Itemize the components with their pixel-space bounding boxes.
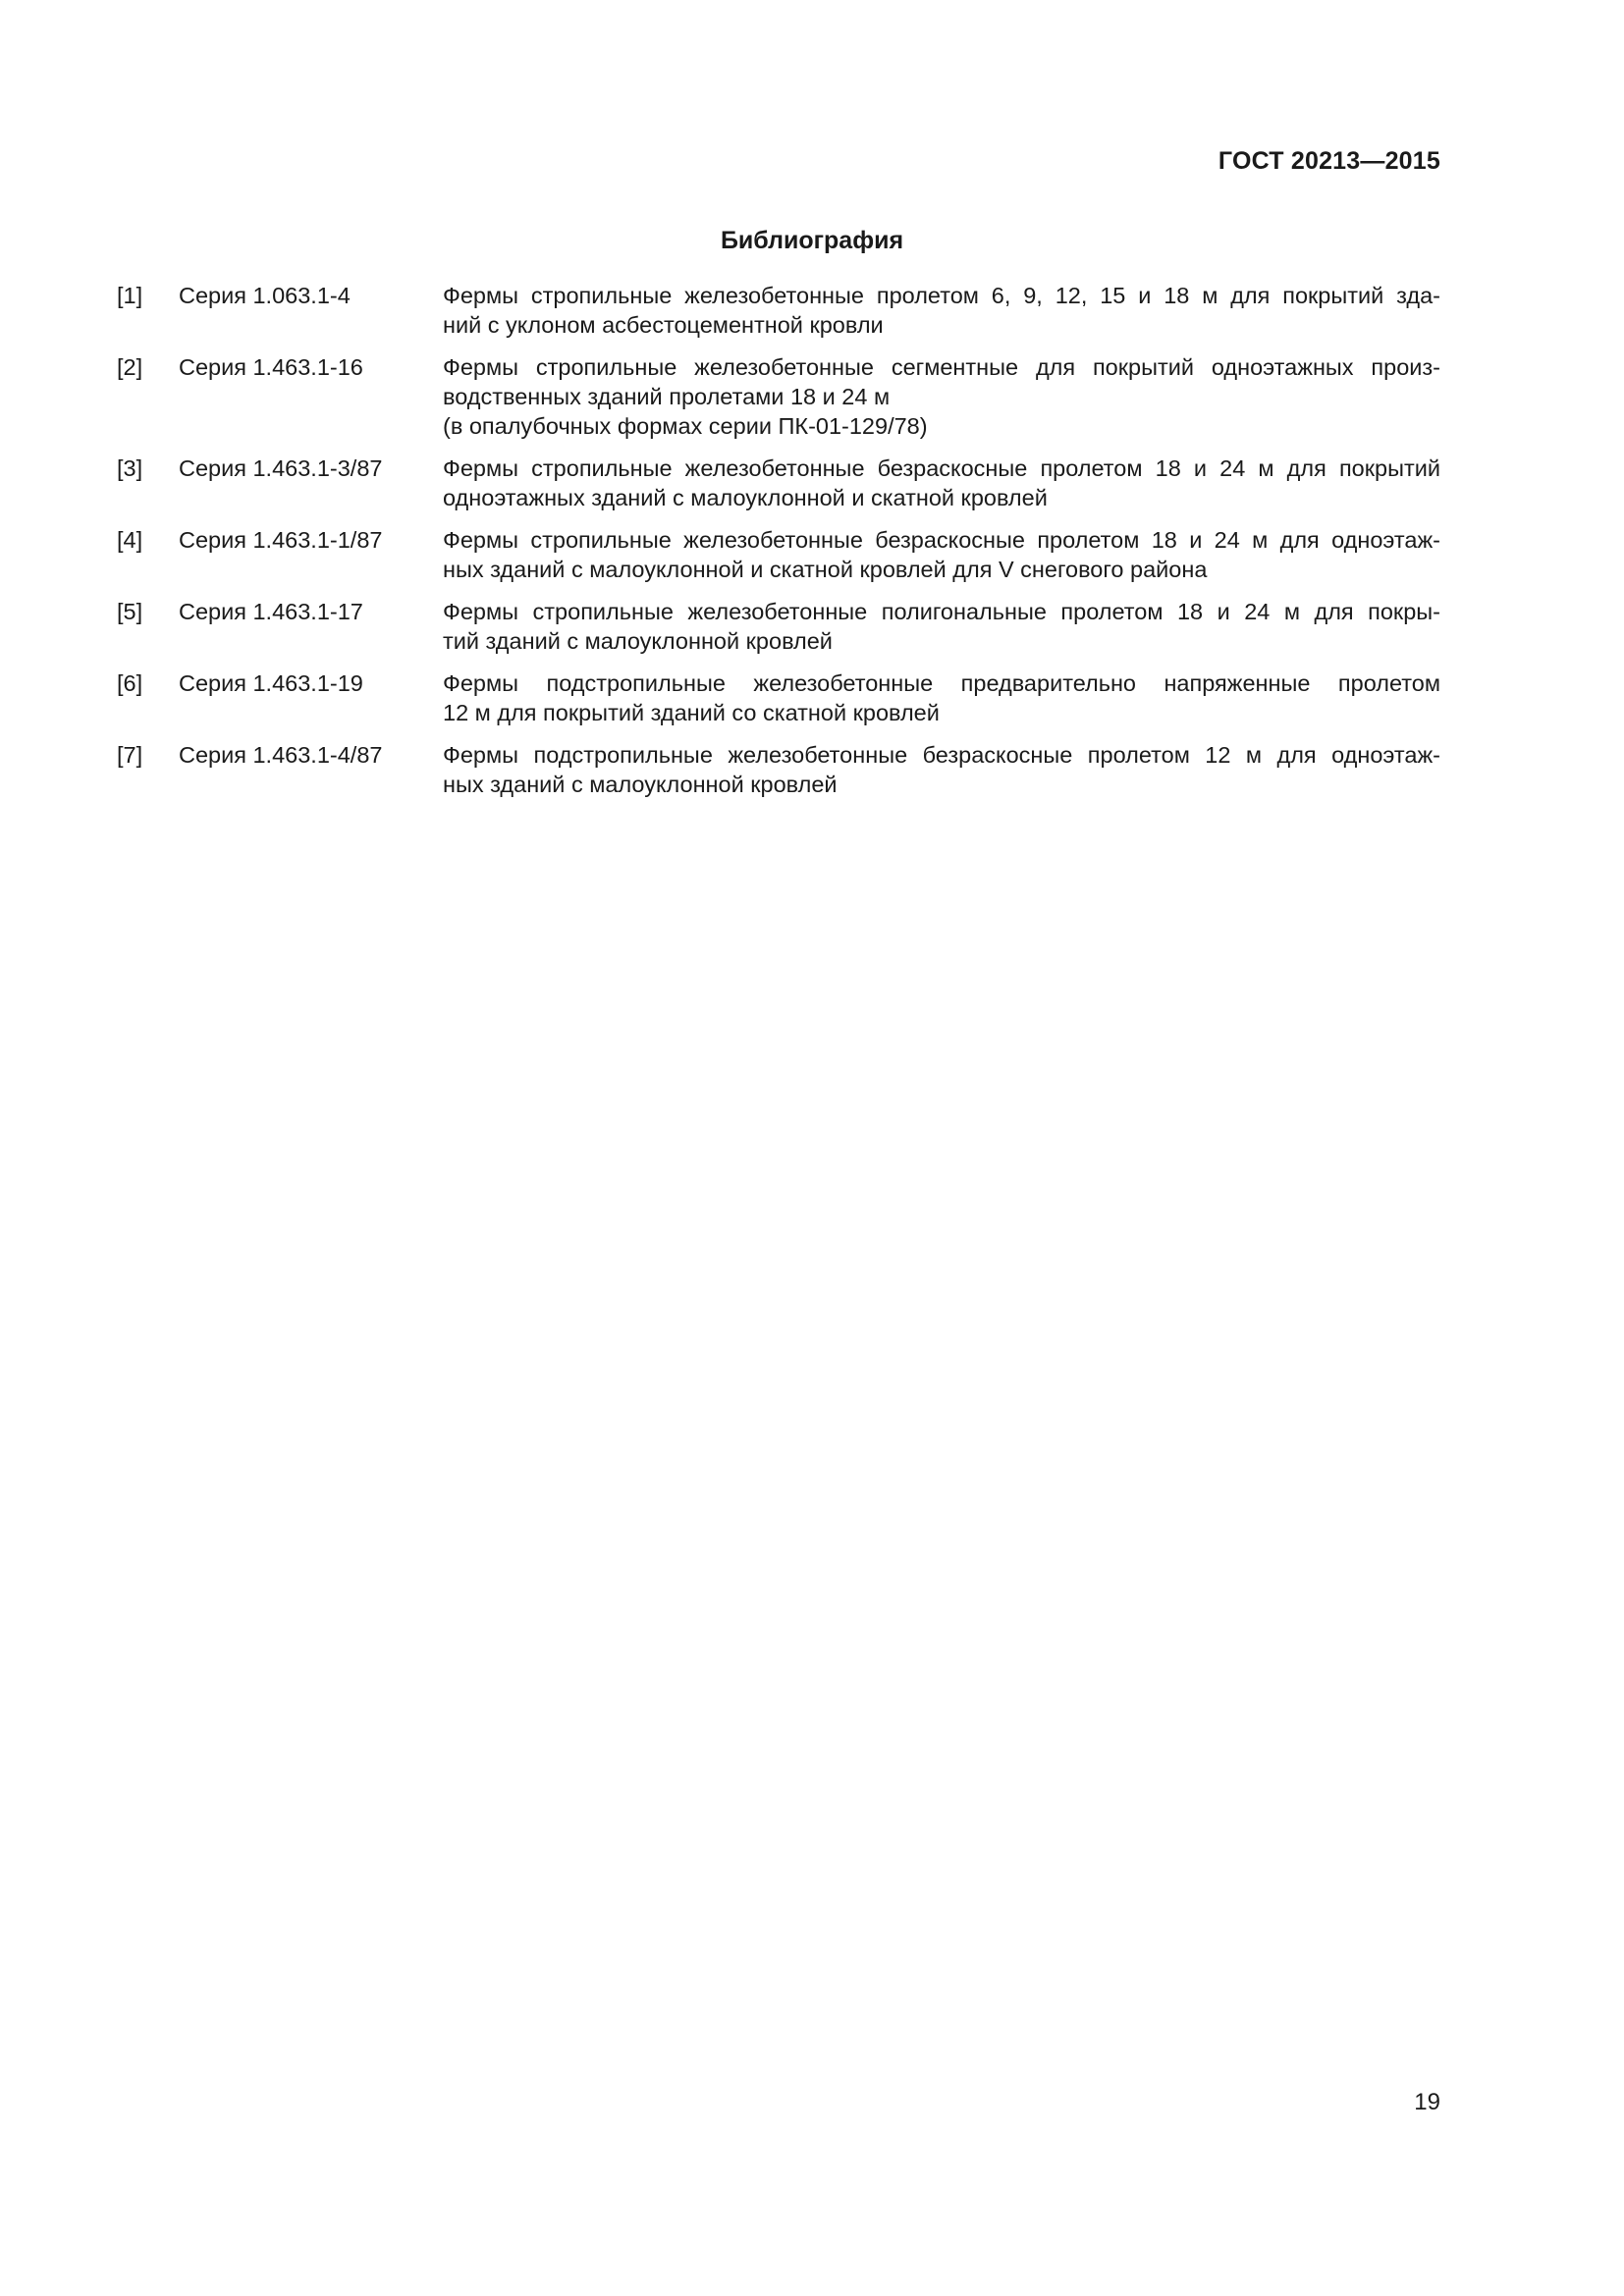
- entry-number: [7]: [117, 742, 143, 768]
- bibliography-entry: [117, 454, 1440, 512]
- entry-title: [443, 668, 1440, 727]
- entry-series: Серия 1.063.1-4: [179, 283, 351, 308]
- entry-title-line: ний с уклоном асбестоцементной кровли: [443, 312, 884, 338]
- entry-number: [6]: [117, 670, 143, 696]
- entry-title-line: одноэтажных зданий с малоуклонной и скатной кровлей: [443, 485, 1048, 510]
- entry-title-line: (в опалубочных формах серии ПК-01-129/78): [443, 413, 928, 439]
- entry-title: [443, 281, 1440, 340]
- entry-number: [3]: [117, 455, 143, 481]
- bibliography-entry: [117, 597, 1440, 656]
- entry-number: [5]: [117, 599, 143, 624]
- entry-title-line: Фермы подстропильные железобетонные предварительно напряженные пролетом: [443, 670, 1440, 696]
- bibliography-entry: [117, 740, 1440, 799]
- entry-series: Серия 1.463.1-19: [179, 670, 363, 696]
- entry-series: Серия 1.463.1-3/87: [179, 455, 383, 481]
- entry-title-line: тий зданий с малоуклонной кровлей: [443, 628, 833, 654]
- entry-number: [2]: [117, 354, 143, 380]
- entry-title: [443, 454, 1440, 512]
- entry-number: [4]: [117, 527, 143, 553]
- page-number: 19: [1414, 2089, 1440, 2115]
- entry-series: Серия 1.463.1-16: [179, 354, 363, 380]
- bibliography-entry: [117, 525, 1440, 584]
- entry-series: Серия 1.463.1-1/87: [179, 527, 383, 553]
- bibliography-entry: [117, 281, 1440, 340]
- entry-title-line: ных зданий с малоуклонной кровлей: [443, 772, 838, 797]
- document-code: ГОСТ 20213—2015: [1218, 147, 1440, 175]
- entry-series: Серия 1.463.1-17: [179, 599, 363, 624]
- entry-title-line: Фермы подстропильные железобетонные безраскосные пролетом 12 м для одноэтаж-: [443, 742, 1440, 768]
- bibliography-list: [117, 281, 1440, 812]
- entry-title-line: водственных зданий пролетами 18 и 24 м: [443, 384, 891, 409]
- entry-title-line: 12 м для покрытий зданий со скатной кровлей: [443, 700, 940, 725]
- entry-title: [443, 352, 1440, 441]
- entry-title-line: Фермы стропильные железобетонные пролетом 6, 9, 12, 15 и 18 м для покрытий зда-: [443, 283, 1440, 308]
- entry-title-line: Фермы стропильные железобетонные безраскосные пролетом 18 и 24 м для одноэтаж-: [443, 527, 1440, 553]
- entry-title-line: Фермы стропильные железобетонные безраскосные пролетом 18 и 24 м для покрытий: [443, 455, 1440, 481]
- entry-title-line: ных зданий с малоуклонной и скатной кровлей для V снегового района: [443, 557, 1208, 582]
- entry-series: Серия 1.463.1-4/87: [179, 742, 383, 768]
- bibliography-entry: [117, 668, 1440, 727]
- bibliography-entry: [117, 352, 1440, 441]
- entry-title: [443, 525, 1440, 584]
- entry-title-line: Фермы стропильные железобетонные полигональные пролетом 18 и 24 м для покры-: [443, 599, 1440, 624]
- entry-title: [443, 740, 1440, 799]
- entry-title-line: Фермы стропильные железобетонные сегментные для покрытий одноэтажных произ-: [443, 354, 1440, 380]
- entry-number: [1]: [117, 283, 143, 308]
- entry-title: [443, 597, 1440, 656]
- section-title: Библиография: [720, 227, 904, 254]
